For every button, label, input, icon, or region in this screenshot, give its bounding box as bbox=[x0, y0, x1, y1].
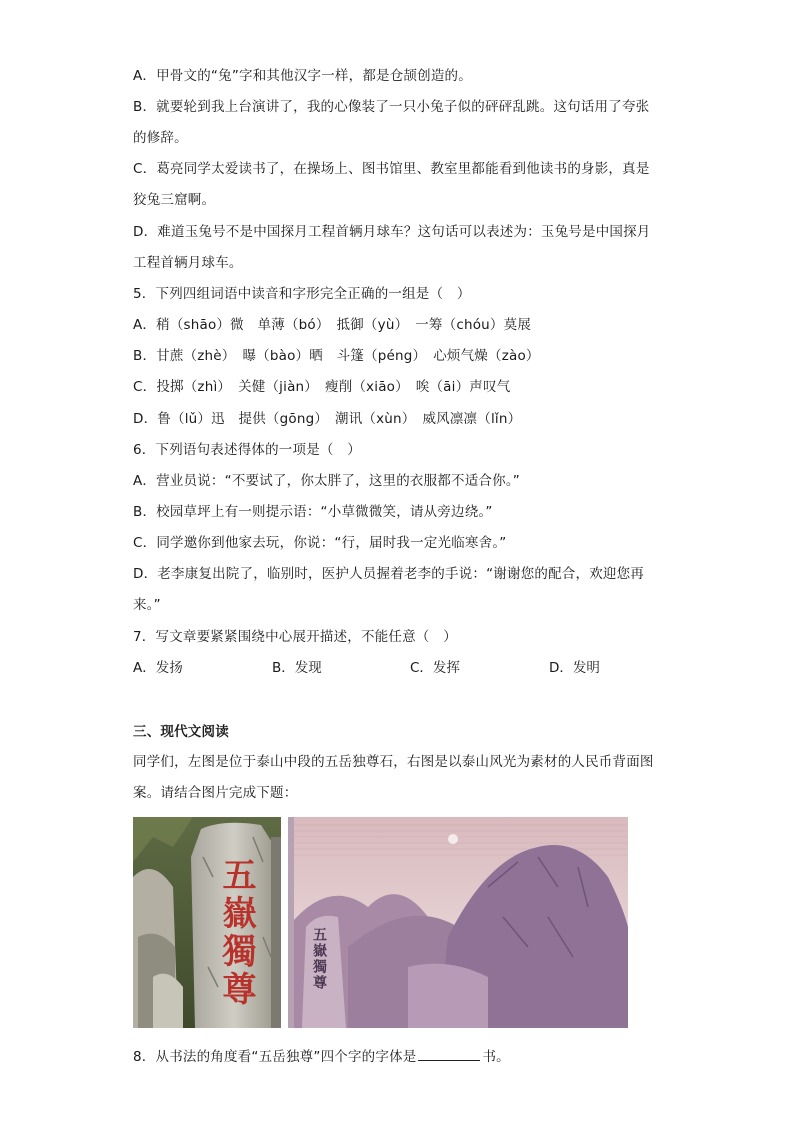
wuyue-stone-inscription: 五嶽獨尊 bbox=[216, 857, 256, 1009]
q5-option-a: A．稍（shāo）微 单薄（bó） 抵御（yù） 一筹（chóu）莫展 bbox=[133, 317, 532, 333]
q7-stem: 7．写文章要紧紧围绕中心展开描述，不能任意（ ） bbox=[133, 629, 457, 645]
q4-option-b-cont: 的修辞。 bbox=[133, 130, 188, 146]
banknote-inscription: 五嶽獨尊 bbox=[311, 927, 327, 991]
q5-option-c: C．投掷（zhì） 关健（jiàn） 瘦削（xiāo） 唉（āi）声叹气 bbox=[133, 379, 511, 395]
q6-option-c: C．同学邀你到他家去玩，你说：“行，届时我一定光临寒舍。” bbox=[133, 535, 507, 551]
q7-option-c: C．发挥 bbox=[410, 660, 460, 676]
q4-option-b: B．就要轮到我上台演讲了，我的心像装了一只小兔子似的砰砰乱跳。这句话用了夸张 bbox=[133, 99, 650, 115]
banknote-illustration bbox=[288, 817, 628, 1028]
q4-option-d-cont: 工程首辆月球车。 bbox=[133, 255, 243, 271]
q7-option-a: A．发扬 bbox=[133, 660, 183, 676]
q5-option-d: D．鲁（lǔ）迅 提供（gōng） 潮讯（xùn） 威风凛凛（lǐn） bbox=[133, 411, 522, 427]
section-heading: 三、现代文阅读 bbox=[133, 724, 229, 740]
q8-text-before: 8．从书法的角度看“五岳独尊”四个字的字体是 bbox=[133, 1049, 417, 1065]
section-intro-cont: 案。请结合图片完成下题： bbox=[133, 785, 298, 801]
q5-option-b: B．甘蔗（zhè） 曝（bào）晒 斗篷（péng） 心烦气燥（zào） bbox=[133, 348, 540, 364]
q4-option-c-cont: 狡兔三窟啊。 bbox=[133, 192, 216, 208]
q8-answer-blank[interactable] bbox=[418, 1046, 480, 1061]
q7-option-b: B．发现 bbox=[272, 660, 322, 676]
q6-stem: 6．下列语句表述得体的一项是（ ） bbox=[133, 442, 361, 458]
q8-stem bbox=[133, 1046, 510, 1067]
banknote-taishan-image bbox=[288, 817, 628, 1028]
q5-stem: 5．下列四组词语中读音和字形完全正确的一组是（ ） bbox=[133, 286, 471, 302]
q6-option-d: D．老李康复出院了，临别时，医护人员握着老李的手说：“谢谢您的配合，欢迎您再 bbox=[133, 566, 644, 582]
q6-option-d-cont: 来。” bbox=[133, 597, 161, 613]
q4-option-a: A．甲骨文的“兔”字和其他汉字一样，都是仓颉创造的。 bbox=[133, 68, 472, 84]
q4-option-c: C．葛亮同学太爱读书了，在操场上、图书馆里、教室里都能看到他读书的身影，真是 bbox=[133, 161, 650, 177]
wuyue-stone-illustration bbox=[133, 817, 281, 1028]
q6-option-a: A．营业员说：“不要试了，你太胖了，这里的衣服都不适合你。” bbox=[133, 473, 520, 489]
q7-option-d: D．发明 bbox=[549, 660, 600, 676]
section-intro: 同学们，左图是位于泰山中段的五岳独尊石，右图是以泰山风光为素材的人民币背面图 bbox=[133, 754, 654, 770]
q8-text-after: 书。 bbox=[482, 1049, 510, 1065]
q6-option-b: B．校园草坪上有一则提示语：“小草微微笑，请从旁边绕。” bbox=[133, 504, 493, 520]
wuyue-stone-photo bbox=[133, 817, 281, 1028]
q4-option-d: D．难道玉兔号不是中国探月工程首辆月球车？这句话可以表述为：玉兔号是中国探月 bbox=[133, 224, 651, 240]
